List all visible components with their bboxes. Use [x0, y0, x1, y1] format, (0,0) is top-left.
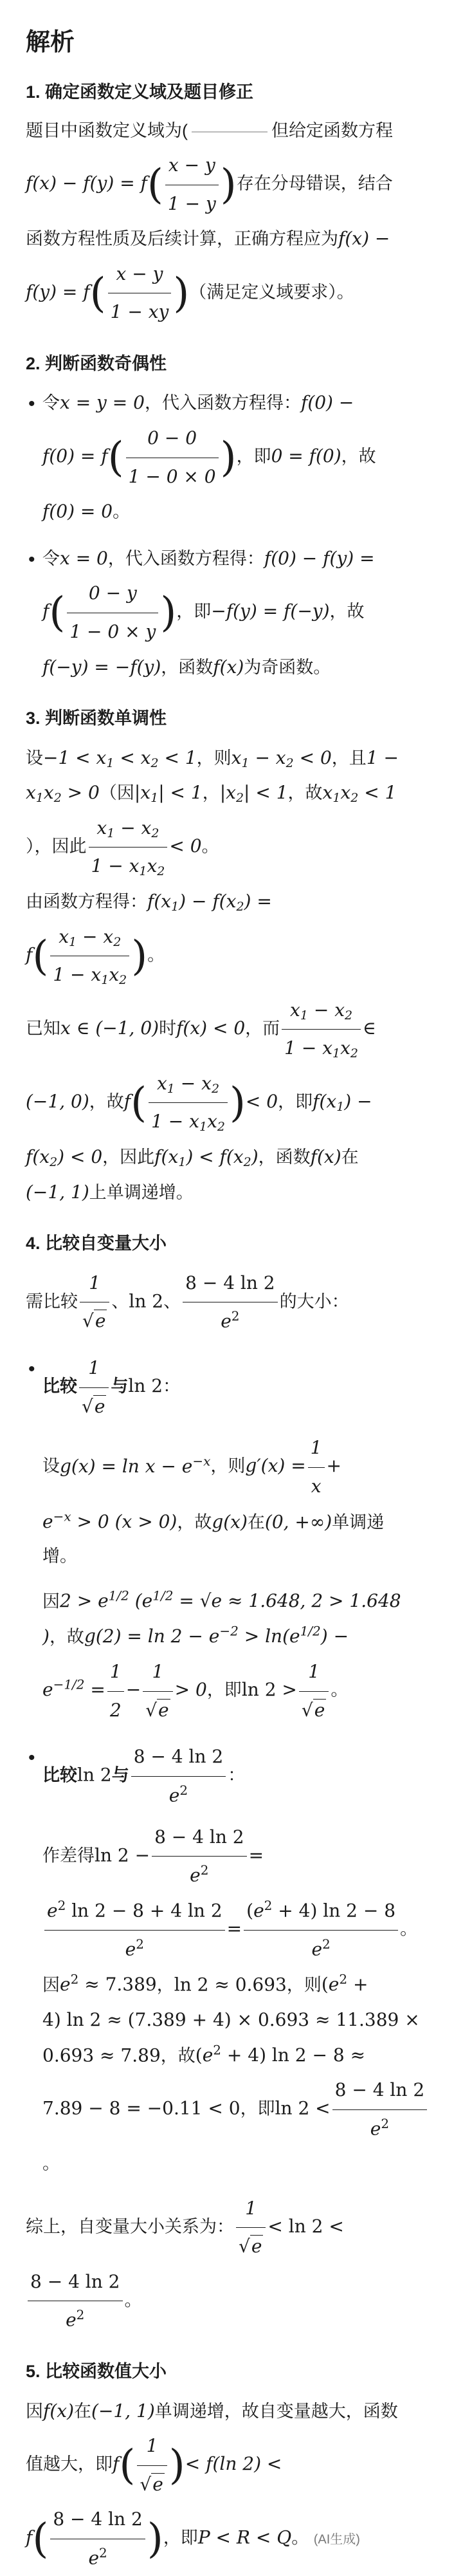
fraction: $\frac{x - y}{1 - y}$ [165, 148, 219, 221]
text: 。 [124, 2290, 142, 2310]
text: 。 [113, 502, 131, 522]
text: 为奇函数。 [244, 657, 331, 677]
text: 但给定函数方程 [271, 121, 393, 141]
text: 需比较 [26, 1292, 78, 1311]
math: P < R < Q [197, 2526, 292, 2548]
text: ，故 [89, 1092, 124, 1112]
section-5-body [26, 2394, 437, 2576]
text: 因 [26, 2401, 43, 2421]
text: 比较 [42, 1376, 77, 1396]
math: f(0) − [300, 392, 354, 414]
math: $e^2 \approx 7.389$ [60, 1972, 157, 1996]
math: (0, +∞) [264, 1510, 332, 1532]
math: ln 2 ≈ 0.693 [174, 1974, 287, 1996]
text: ，而 [245, 1018, 280, 1038]
text: ， [156, 1975, 174, 1995]
section-3-heading: 3. 判断函数单调性 [26, 709, 167, 728]
math: f [26, 943, 33, 965]
math: $2 > e^{1/2}$ ($e^{1/2} = √e \approx 1.648$, 2 > 1.648 [60, 1588, 401, 1612]
math: x ∈ (−1, 0) [60, 1017, 159, 1039]
fraction: $\frac{x1 - x2}{1 - x1x2}$ [89, 811, 168, 884]
text: （因 [99, 783, 134, 803]
math: $(e^2 + 4)$ ln 2 − 8 ≈ [195, 2042, 366, 2066]
fraction: $\frac{1}{√e}$ [143, 1654, 172, 1728]
math: < 0 [245, 1091, 278, 1113]
text: 。 [291, 2528, 309, 2548]
text: 、 [111, 1292, 129, 1311]
math: + [326, 1455, 341, 1477]
text: ，故 [160, 2045, 195, 2065]
text: 设 [26, 748, 43, 768]
math: ln 2 > [241, 1679, 297, 1701]
text: 因 [42, 1975, 60, 1995]
paren: ) [220, 161, 237, 209]
fraction: $\frac{8 - 4 \ln 2}{e^2}$ [28, 2265, 123, 2339]
math: f [123, 1091, 131, 1113]
text: 综上，自变量大小关系为： [26, 2216, 234, 2236]
text: 时 [159, 1018, 177, 1038]
text: ，即 [240, 2099, 275, 2118]
math: −1 < x1 < x2 < 1 [43, 746, 197, 770]
text: ，即 [163, 2528, 198, 2548]
math: |x2| < 1 [219, 782, 288, 806]
text: ， [202, 783, 220, 803]
section-1-body [26, 114, 437, 330]
math: ln 2 − [95, 1844, 150, 1866]
text: ，故 [329, 602, 365, 622]
paren: ) [160, 589, 177, 637]
text: 。 [331, 1680, 349, 1700]
paren: ( [89, 269, 106, 317]
fraction: $\frac{1}{√e}$ [80, 1266, 109, 1339]
math: f [26, 2526, 33, 2548]
math: ∈ [363, 1017, 376, 1039]
text: 因 [42, 1591, 60, 1611]
math: − [125, 1679, 141, 1701]
math: f(x) [310, 1146, 341, 1168]
text: 比较 [42, 1765, 77, 1785]
fraction: $\frac{e^2 \ln 2 - 8 + 4 \ln 2}{e^2}$ [44, 1893, 225, 1967]
fraction: $\frac{1}{√e}$ [299, 1654, 329, 1728]
text: ，即 [278, 1092, 313, 1112]
text: ，即 [206, 1680, 242, 1700]
math: f(x) [43, 2400, 75, 2422]
paren: ( [119, 2442, 136, 2490]
math: x1x2 < 1 [322, 782, 397, 806]
math: 1 − [366, 746, 399, 768]
math: f(x) < 0 [176, 1017, 246, 1039]
text: ，代入函数方程得： [107, 548, 264, 568]
text: ： [228, 1765, 246, 1785]
text: ，故 [341, 447, 376, 467]
math: x1x2 > 0 [26, 782, 100, 806]
text: ，则 [196, 748, 232, 768]
math: < f(ln 2) < [185, 2453, 282, 2475]
math: f(−y) = −f(y) [42, 656, 161, 678]
math: 7.89 − 8 = −0.11 < 0 [42, 2097, 241, 2119]
text: 。 [400, 1919, 418, 1939]
text: 令 [42, 548, 60, 568]
paren: ) [147, 2515, 163, 2563]
math: > 0 [174, 1679, 207, 1701]
math: g(x) [212, 1510, 248, 1532]
paren: ) [131, 932, 148, 980]
fraction: $\frac{1}{√e}$ [79, 1351, 109, 1424]
text: 作差得 [42, 1846, 95, 1866]
math: $e^{-x} > 0$ (x > 0) [42, 1508, 177, 1532]
text: ），因此 [26, 836, 87, 856]
list-item [26, 385, 437, 529]
text: 。 [201, 836, 219, 856]
math: 4) ln 2 ≈ (7.389 + 4) × 0.693 ≈ 11.389 × [42, 2008, 420, 2030]
fraction: $\frac{8 - 4 \ln 2}{e^2}$ [332, 2073, 428, 2147]
sub-block [26, 1820, 437, 2181]
math: ln 2 [77, 1764, 112, 1786]
text: 在 [74, 2401, 92, 2421]
paren: ) [220, 434, 237, 482]
math: $g(x) = \ln x - e^{-x}$ [60, 1453, 211, 1477]
paren: ) [168, 2442, 185, 2490]
math: f(x) [213, 656, 244, 678]
solution-page [26, 0, 437, 2576]
math: |x1| < 1 [134, 782, 203, 806]
sub-block [26, 1431, 437, 1728]
text: 增。 [42, 1546, 77, 1566]
text: ，则 [286, 1975, 322, 1995]
text: 上单调递增。 [89, 1182, 194, 1202]
math: f(x1) < f(x2) [154, 1146, 259, 1170]
paren: ( [147, 161, 163, 209]
section-4-heading: 4. 比较自变量大小 [26, 1234, 167, 1254]
math: f(x) − [338, 228, 390, 250]
fraction: $\frac{x - y}{1 - xy}$ [108, 257, 172, 330]
math: f(y) = f [26, 281, 90, 303]
paren: ( [131, 1079, 147, 1127]
math: x1 − x2 < 0 [231, 746, 332, 770]
text: （满足定义域要求）。 [189, 283, 354, 302]
math: g′(x) = [245, 1455, 306, 1477]
math: (−1, 0) [26, 1091, 89, 1113]
text: 的大小： [279, 1292, 349, 1311]
text: 值越大，即 [26, 2454, 113, 2474]
fraction: $\frac{0 - y}{1 - 0 \times y}$ [67, 576, 158, 649]
math: $e^{-1/2}$ = [42, 1676, 105, 1701]
math: f(x) − f(y) = f [26, 172, 147, 194]
text: 单调递 [332, 1512, 385, 1532]
math: (−1, 1) [91, 2400, 155, 2422]
math: ln 2 [128, 1375, 163, 1397]
paren: ( [107, 434, 124, 482]
text: ，故 [287, 783, 323, 803]
text: 已知 [26, 1018, 60, 1038]
section-4-summary [26, 2191, 437, 2339]
text: 与 [111, 1765, 129, 1785]
text: ，即 [176, 602, 212, 622]
math: f(0) = f [42, 445, 108, 467]
section-4-intro [26, 1266, 437, 1340]
math: f(x1) − f(x2) = [147, 890, 272, 914]
paren: ) [229, 1079, 246, 1127]
fraction: $\frac{1}{x}$ [308, 1431, 325, 1504]
list-item [26, 1351, 437, 1424]
text: ，故 [49, 1627, 84, 1647]
text: ，故 [177, 1512, 212, 1532]
text: 。 [42, 2153, 60, 2173]
section-2-heading: 2. 判断函数奇偶性 [26, 354, 167, 373]
ai-generated-tag: (AI生成) [313, 2532, 360, 2547]
math: x = 0 [60, 547, 108, 569]
fraction: $\frac{1}{√e}$ [236, 2191, 266, 2265]
text: ，代入函数方程得： [144, 393, 301, 413]
text: 函数方程性质及后续计算，正确方程应为 [26, 229, 338, 249]
math: ln 2 < [275, 2097, 331, 2119]
paren: ) [173, 269, 190, 317]
fraction: $\frac{8 - 4 \ln 2}{e^2}$ [183, 1266, 278, 1340]
text: ，函数 [161, 657, 213, 677]
math: x = y = 0 [60, 392, 145, 414]
math: 0 = f(0) [271, 445, 341, 467]
text: ，即 [236, 447, 271, 467]
text: ，因此 [102, 1147, 155, 1167]
math: < 0 [169, 835, 202, 857]
math: f(x1) − [313, 1091, 372, 1115]
paren: ( [32, 932, 49, 980]
section-1-heading: 1. 确定函数定义域及题目修正 [26, 82, 254, 102]
section-5-heading: 5. 比较函数值大小 [26, 2362, 167, 2382]
text: 单调递增，故自变量越大，函数 [154, 2401, 398, 2421]
math: ln 2 [129, 1290, 164, 1312]
math: f(0) − f(y) = [264, 547, 375, 569]
page-title: 解析 [26, 29, 75, 56]
fraction: $\frac{(e^2 + 4) \ln 2 - 8}{e^2}$ [244, 1893, 398, 1967]
text: ，且 [331, 748, 367, 768]
text: 、 [163, 1292, 181, 1311]
fraction: $\frac{1}{2}$ [107, 1654, 124, 1728]
paren: ( [49, 589, 66, 637]
math: $g(2) = \ln 2 - e^{-2} > \ln(e^{1/2})$ − [84, 1624, 349, 1647]
list-item [26, 1739, 437, 1813]
text: 与 [111, 1376, 129, 1396]
text: 令 [42, 393, 60, 413]
fraction: $\frac{x1 - x2}{1 - x1x2}$ [50, 920, 129, 993]
math: 0.693 ≈ 7.89 [42, 2044, 161, 2066]
text: ，函数 [258, 1147, 311, 1167]
text: 设 [42, 1456, 60, 1476]
math: f [42, 600, 50, 622]
fraction: $\frac{8 - 4 \ln 2}{e^2}$ [152, 1820, 247, 1894]
redacted-value [192, 131, 268, 133]
math: −f(y) = f(−y) [211, 600, 330, 622]
math: < ln 2 < [268, 2215, 344, 2237]
math: f(0) = 0 [42, 501, 113, 523]
math: f [113, 2453, 120, 2475]
fraction: $\frac{0 - 0}{1 - 0 \times 0}$ [126, 421, 219, 494]
text: ，则 [210, 1456, 246, 1476]
text: 。 [147, 945, 165, 965]
text: 在 [247, 1512, 265, 1532]
text: 由函数方程得： [26, 891, 147, 911]
list-item [26, 541, 437, 685]
section-3-body [26, 741, 437, 1210]
math: f(x2) < 0 [26, 1146, 103, 1170]
text: 在 [341, 1147, 359, 1167]
fraction: $\frac{8 - 4 \ln 2}{e^2}$ [50, 2502, 145, 2576]
math: (−1, 1) [26, 1181, 89, 1203]
math: = [226, 1918, 242, 1940]
math: ($e^2$ + [321, 1972, 368, 1996]
fraction: $\frac{1}{√e}$ [137, 2429, 167, 2502]
fraction: $\frac{x1 - x2}{1 - x1x2}$ [149, 1066, 228, 1140]
fraction: $\frac{8 - 4 \ln 2}{e^2}$ [131, 1739, 226, 1813]
text: ： [163, 1376, 181, 1396]
text: 题目中函数定义域为( [26, 121, 188, 141]
text: 存在分母错误，结合 [236, 174, 393, 194]
math: ) [42, 1626, 50, 1647]
fraction: $\frac{x1 - x2}{1 - x1x2}$ [282, 993, 361, 1066]
math: = [248, 1844, 264, 1866]
paren: ( [32, 2515, 49, 2563]
